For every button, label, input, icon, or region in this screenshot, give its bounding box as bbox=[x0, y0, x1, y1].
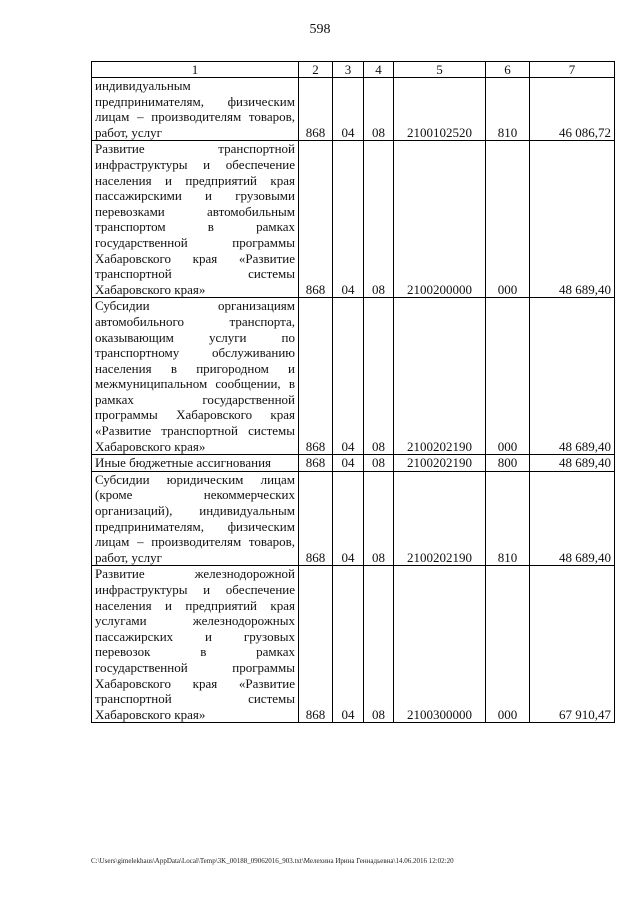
table-row bbox=[92, 141, 615, 298]
item-name: индивидуальным предпринимателям, физическим лицам – производителям товаров, работ, услуг bbox=[92, 78, 299, 141]
column-header: 6 bbox=[486, 62, 530, 78]
target-article-code: 2100200000 bbox=[394, 141, 486, 298]
column-header: 1 bbox=[92, 62, 299, 78]
column-header: 3 bbox=[333, 62, 364, 78]
target-article-code: 2100300000 bbox=[394, 566, 486, 723]
amount: 67 910,47 bbox=[530, 566, 615, 723]
amount: 48 689,40 bbox=[530, 141, 615, 298]
table-row bbox=[92, 471, 615, 566]
item-name: Иные бюджетные ассигнования bbox=[92, 455, 299, 472]
column-header: 7 bbox=[530, 62, 615, 78]
section-code: 04 bbox=[333, 471, 364, 566]
target-article-code: 2100202190 bbox=[394, 455, 486, 472]
grbs-code: 868 bbox=[299, 78, 333, 141]
expense-type-code: 000 bbox=[486, 298, 530, 455]
grbs-code: 868 bbox=[299, 298, 333, 455]
target-article-code: 2100202190 bbox=[394, 298, 486, 455]
section-code: 04 bbox=[333, 141, 364, 298]
section-code: 04 bbox=[333, 566, 364, 723]
item-name: Субсидии организациям автомобильного транспорта, оказывающим услуги по транспортному обслуживанию населения в пригородном и межмуниципальном сообщении, в рамках государственной программы Хабаровского края «Развитие транспортной системы Хабаровского края» bbox=[92, 298, 299, 455]
amount: 48 689,40 bbox=[530, 471, 615, 566]
target-article-code: 2100202190 bbox=[394, 471, 486, 566]
section-code: 04 bbox=[333, 78, 364, 141]
expense-type-code: 000 bbox=[486, 141, 530, 298]
table-header-row bbox=[92, 62, 615, 78]
subsection-code: 08 bbox=[364, 78, 394, 141]
amount: 46 086,72 bbox=[530, 78, 615, 141]
expense-type-code: 800 bbox=[486, 455, 530, 472]
subsection-code: 08 bbox=[364, 141, 394, 298]
subsection-code: 08 bbox=[364, 298, 394, 455]
expense-type-code: 810 bbox=[486, 78, 530, 141]
section-code: 04 bbox=[333, 455, 364, 472]
grbs-code: 868 bbox=[299, 455, 333, 472]
subsection-code: 08 bbox=[364, 455, 394, 472]
grbs-code: 868 bbox=[299, 141, 333, 298]
page-number: 598 bbox=[309, 22, 331, 37]
item-name: Субсидии юридическим лицам (кроме некоммерческих организаций), индивидуальным предпринимателям, физическим лицам – производителям товаров, работ, услуг bbox=[92, 471, 299, 566]
amount: 48 689,40 bbox=[530, 455, 615, 472]
expense-type-code: 810 bbox=[486, 471, 530, 566]
grbs-code: 868 bbox=[299, 566, 333, 723]
amount: 48 689,40 bbox=[530, 298, 615, 455]
item-name: Развитие железнодорожной инфраструктуры и обеспечение населения и предприятий края услугами железнодорожных пассажирских и грузовых перевозок в рамках государственной программы Хабаровского края «Развитие транспортной системы Хабаровского края» bbox=[92, 566, 299, 723]
column-header: 4 bbox=[364, 62, 394, 78]
item-name: Развитие транспортной инфраструктуры и обеспечение населения и предприятий края пассажирскими и грузовыми перевозками автомобильным транспортом в рамках государственной программы Хабаровского края «Развитие транспортной системы Хабаровского края» bbox=[92, 141, 299, 298]
table-row bbox=[92, 566, 615, 723]
budget-table bbox=[91, 61, 615, 723]
column-header: 2 bbox=[299, 62, 333, 78]
target-article-code: 2100102520 bbox=[394, 78, 486, 141]
table-row bbox=[92, 298, 615, 455]
grbs-code: 868 bbox=[299, 471, 333, 566]
subsection-code: 08 bbox=[364, 471, 394, 566]
subsection-code: 08 bbox=[364, 566, 394, 723]
table-row bbox=[92, 455, 615, 472]
expense-type-code: 000 bbox=[486, 566, 530, 723]
file-path-footer: C:\Users\gimelekhaus\AppData\Local\Temp\3K_00188_09062016_903.txt\Мелехина Ирина Геннадьевна\14.06.2016 12:02:20 bbox=[91, 857, 454, 865]
column-header: 5 bbox=[394, 62, 486, 78]
section-code: 04 bbox=[333, 298, 364, 455]
table-row bbox=[92, 78, 615, 141]
